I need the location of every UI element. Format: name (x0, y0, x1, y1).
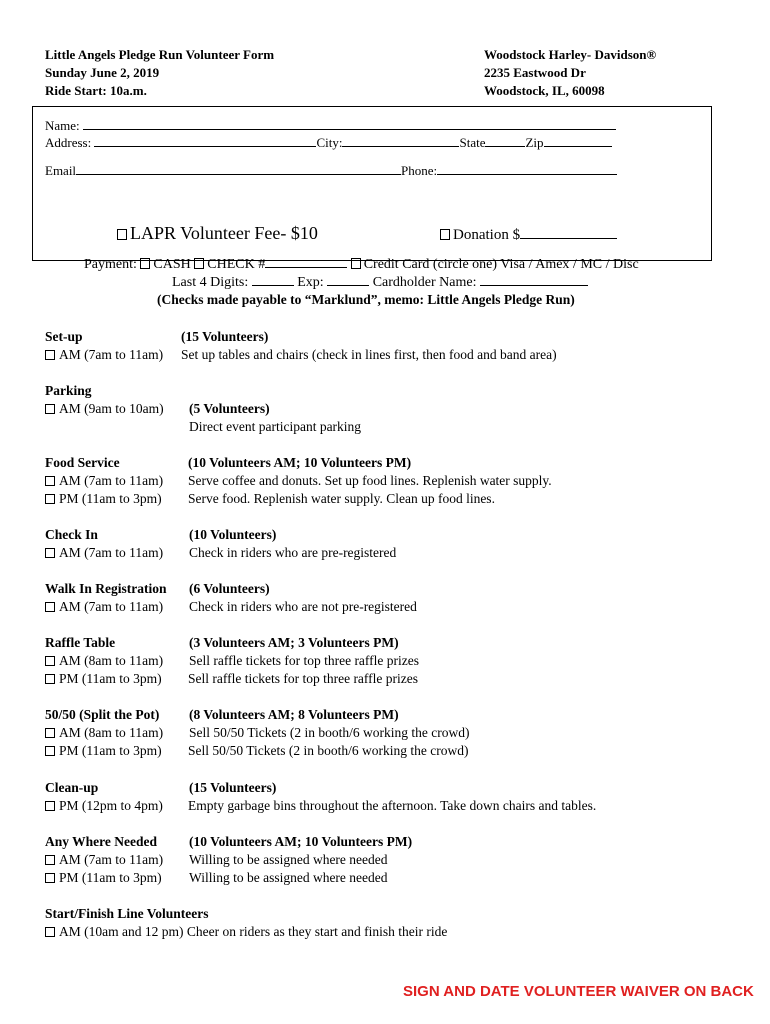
email-row (45, 163, 617, 179)
food-pm-checkbox[interactable] (45, 494, 55, 504)
startfinish-title: Start/Finish Line Volunteers (45, 906, 209, 921)
exp-field[interactable] (327, 274, 369, 286)
raffle-shift-pm (45, 670, 162, 688)
setup-title: Set-up (45, 329, 83, 344)
parking-am-checkbox[interactable] (45, 404, 55, 414)
donation-field[interactable] (520, 225, 617, 239)
raffle-pm-desc: Sell raffle tickets for top three raffle prizes (188, 671, 419, 686)
event-title: Little Angels Pledge Run Volunteer Form (45, 47, 275, 62)
startfinish-shift-am (45, 923, 447, 941)
anywhere-title: Any Where Needed (45, 834, 157, 849)
cash-checkbox[interactable] (140, 258, 150, 269)
anywhere-volunteers: (10 Volunteers AM; 10 Volunteers PM) (189, 834, 413, 849)
food-am-checkbox[interactable] (45, 476, 55, 486)
shift-label: AM (8am to 11am) (59, 653, 164, 668)
shift-label: AM (7am to 11am) (59, 599, 164, 614)
fifty-pm-desc: Sell 50/50 Tickets (2 in booth/6 working the crowd) (188, 743, 469, 758)
payment-row (84, 256, 639, 273)
raffle-am-checkbox[interactable] (45, 656, 55, 666)
checks-note: (Checks made payable to “Marklund”, memo: Little Angels Pledge Run) (157, 292, 575, 307)
event-info (45, 46, 274, 100)
venue-info (484, 46, 656, 100)
credit-card-label: Credit Card (circle one) Visa / Amex / MC / Disc (363, 257, 639, 272)
city-field[interactable] (342, 135, 459, 147)
shift-label: AM (7am to 11am) (59, 473, 164, 488)
anywhere-pm-checkbox[interactable] (45, 873, 55, 883)
event-date: Sunday June 2, 2019 (45, 65, 160, 80)
fifty-fifty-title: 50/50 (Split the Pot) (45, 707, 160, 722)
zip-label: Zip (525, 135, 544, 150)
anywhere-shift-am (45, 851, 163, 869)
shift-label: AM (7am to 11am) (59, 347, 164, 362)
shift-label: PM (11am to 3pm) (59, 671, 162, 686)
setup-am-desc: Set up tables and chairs (check in lines first, then food and band area) (181, 347, 557, 362)
check-label: CHECK # (207, 257, 266, 272)
parking-title: Parking (45, 383, 92, 398)
food-service-shift-pm (45, 490, 162, 508)
name-row (45, 118, 616, 134)
shift-label: PM (11am to 3pm) (59, 491, 162, 506)
venue-city: Woodstock, IL, 60098 (484, 83, 605, 98)
name-field[interactable] (83, 118, 616, 130)
shift-label: AM (9am to 10am) (59, 401, 164, 416)
email-field[interactable] (76, 163, 401, 175)
donation-row (440, 225, 617, 244)
fifty-pm-checkbox[interactable] (45, 746, 55, 756)
fifty-fifty-volunteers: (8 Volunteers AM; 8 Volunteers PM) (189, 707, 399, 722)
startfinish-desc: Cheer on riders as they start and finish their ride (186, 924, 448, 939)
check-in-am-checkbox[interactable] (45, 548, 55, 558)
donation-checkbox[interactable] (440, 229, 450, 240)
phone-field[interactable] (437, 163, 617, 175)
address-label: Address: (45, 135, 92, 150)
shift-label: AM (7am to 11am) (59, 545, 164, 560)
setup-shift-am (45, 346, 163, 364)
fifty-fifty-shift-am (45, 724, 163, 742)
parking-volunteers: (5 Volunteers) (189, 401, 270, 416)
zip-field[interactable] (544, 135, 612, 147)
city-label: City: (316, 135, 343, 150)
last4-label: Last 4 Digits: (172, 275, 249, 290)
check-in-volunteers: (10 Volunteers) (189, 527, 277, 542)
parking-shift-am (45, 400, 164, 418)
shift-label: PM (11am to 3pm) (59, 870, 162, 885)
cleanup-title: Clean-up (45, 780, 99, 795)
shift-label: PM (11am to 3pm) (59, 743, 162, 758)
parking-am-desc: Direct event participant parking (189, 419, 362, 434)
address-field[interactable] (94, 135, 316, 147)
setup-am-checkbox[interactable] (45, 350, 55, 360)
setup-volunteers: (15 Volunteers) (181, 329, 269, 344)
cleanup-pm-desc: Empty garbage bins throughout the afternoon. Take down chairs and tables. (188, 798, 597, 813)
check-in-shift-am (45, 544, 163, 562)
food-service-title: Food Service (45, 455, 120, 470)
state-field[interactable] (485, 135, 525, 147)
payment-label: Payment: (84, 257, 137, 272)
ride-start: Ride Start: 10a.m. (45, 83, 147, 98)
check-in-title: Check In (45, 527, 98, 542)
cleanup-volunteers: (15 Volunteers) (189, 780, 277, 795)
shift-label: AM (10am and 12 pm) (59, 924, 184, 939)
lapr-fee-checkbox[interactable] (117, 229, 127, 240)
credit-card-checkbox[interactable] (351, 258, 361, 269)
name-label: Name: (45, 118, 80, 133)
exp-label: Exp: (297, 275, 324, 290)
email-label: Email (45, 163, 77, 178)
walk-in-am-desc: Check in riders who are not pre-registered (189, 599, 417, 614)
food-am-desc: Serve coffee and donuts. Set up food lines. Replenish water supply. (188, 473, 552, 488)
waiver-notice: SIGN AND DATE VOLUNTEER WAIVER ON BACK (403, 983, 754, 1000)
anywhere-shift-pm (45, 869, 162, 887)
phone-label: Phone: (401, 163, 438, 178)
last4-field[interactable] (252, 274, 294, 286)
raffle-title: Raffle Table (45, 635, 116, 650)
fifty-fifty-shift-pm (45, 742, 162, 760)
address-row (45, 135, 612, 151)
walk-in-am-checkbox[interactable] (45, 602, 55, 612)
raffle-am-desc: Sell raffle tickets for top three raffle prizes (189, 653, 420, 668)
raffle-pm-checkbox[interactable] (45, 674, 55, 684)
fifty-am-desc: Sell 50/50 Tickets (2 in booth/6 working the crowd) (189, 725, 470, 740)
card-details-row (172, 274, 588, 291)
raffle-shift-am (45, 652, 163, 670)
cash-label: CASH (153, 257, 191, 272)
venue-name: Woodstock Harley- Davidson® (484, 47, 657, 62)
venue-street: 2235 Eastwood Dr (484, 65, 586, 80)
food-pm-desc: Serve food. Replenish water supply. Clean up food lines. (188, 491, 495, 506)
donation-label: Donation $ (453, 227, 521, 243)
food-service-shift-am (45, 472, 163, 490)
state-label: State (459, 135, 486, 150)
startfinish-am-checkbox[interactable] (45, 927, 55, 937)
cardholder-field[interactable] (480, 274, 588, 286)
shift-label: AM (8am to 11am) (59, 725, 164, 740)
anywhere-pm-desc: Willing to be assigned where needed (189, 870, 388, 885)
lapr-fee-label: LAPR Volunteer Fee- $10 (130, 223, 318, 243)
fifty-am-checkbox[interactable] (45, 728, 55, 738)
check-number-field[interactable] (265, 256, 347, 268)
walk-in-title: Walk In Registration (45, 581, 167, 596)
anywhere-am-checkbox[interactable] (45, 855, 55, 865)
shift-label: AM (7am to 11am) (59, 852, 164, 867)
shift-label: PM (12pm to 4pm) (59, 798, 163, 813)
check-checkbox[interactable] (194, 258, 204, 269)
check-in-am-desc: Check in riders who are pre-registered (189, 545, 397, 560)
walk-in-volunteers: (6 Volunteers) (189, 581, 270, 596)
cleanup-pm-checkbox[interactable] (45, 801, 55, 811)
lapr-fee-row (117, 223, 318, 244)
raffle-volunteers: (3 Volunteers AM; 3 Volunteers PM) (189, 635, 399, 650)
cleanup-shift-pm (45, 797, 163, 815)
anywhere-am-desc: Willing to be assigned where needed (189, 852, 388, 867)
food-service-volunteers: (10 Volunteers AM; 10 Volunteers PM) (188, 455, 412, 470)
cardholder-label: Cardholder Name: (372, 275, 477, 290)
walk-in-shift-am (45, 598, 163, 616)
